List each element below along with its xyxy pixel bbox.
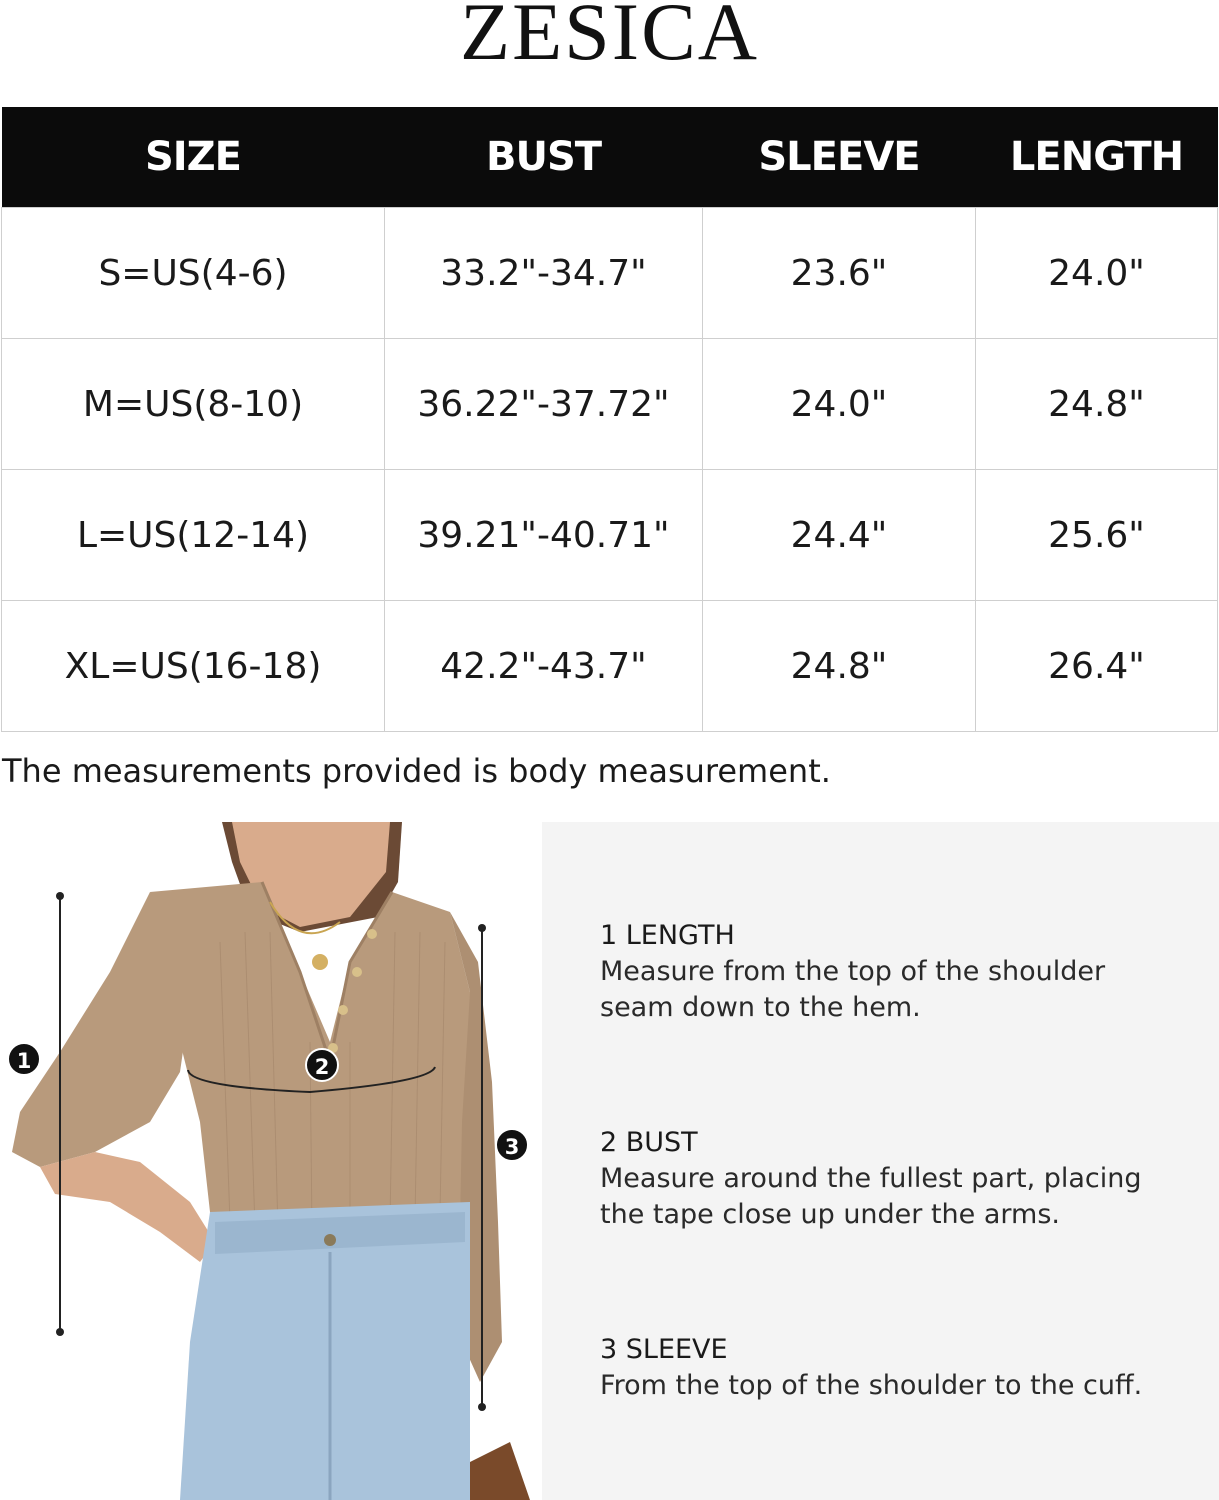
sleeve-cell: 23.6" bbox=[703, 208, 976, 339]
size-cell: S=US(4-6) bbox=[2, 208, 385, 339]
table-row bbox=[2, 470, 1218, 601]
measurement-guide bbox=[542, 822, 1219, 1500]
column-header-length: LENGTH bbox=[976, 107, 1218, 208]
size-cell: L=US(12-14) bbox=[2, 470, 385, 601]
size-chart-table bbox=[1, 107, 1218, 732]
length-cell: 26.4" bbox=[976, 601, 1218, 732]
table-row bbox=[2, 601, 1218, 732]
length-cell: 24.8" bbox=[976, 339, 1218, 470]
guide-description: From the top of the shoulder to the cuff. bbox=[600, 1370, 1143, 1401]
length-cell: 24.0" bbox=[976, 208, 1218, 339]
size-cell: M=US(8-10) bbox=[2, 339, 385, 470]
column-header-bust: BUST bbox=[385, 107, 703, 208]
model-illustration bbox=[0, 822, 542, 1500]
length-cell: 25.6" bbox=[976, 470, 1218, 601]
column-header-sleeve: SLEEVE bbox=[703, 107, 976, 208]
bust-cell: 42.2"-43.7" bbox=[385, 601, 703, 732]
guide-item-bust bbox=[600, 1125, 1200, 1233]
sleeve-cell: 24.4" bbox=[703, 470, 976, 601]
model-photo bbox=[0, 822, 542, 1500]
guide-title: 2 BUST bbox=[600, 1127, 698, 1158]
bust-cell: 36.22"-37.72" bbox=[385, 339, 703, 470]
sleeve-cell: 24.8" bbox=[703, 601, 976, 732]
measurement-note: The measurements provided is body measurement. bbox=[2, 752, 831, 790]
left-hand bbox=[40, 1152, 215, 1262]
column-header-size: SIZE bbox=[2, 107, 385, 208]
guide-item-length bbox=[600, 918, 1200, 1026]
bust-cell: 33.2"-34.7" bbox=[385, 208, 703, 339]
guide-description: Measure from the top of the shoulder seam down to the hem. bbox=[600, 956, 1106, 1023]
guide-description: Measure around the fullest part, placing the tape close up under the arms. bbox=[600, 1163, 1142, 1230]
marker-length: 1 bbox=[7, 1042, 41, 1076]
brand-logo: ZESICA bbox=[460, 0, 759, 77]
marker-sleeve: 3 bbox=[495, 1128, 529, 1162]
table-row bbox=[2, 339, 1218, 470]
marker-bust: 2 bbox=[305, 1048, 339, 1082]
guide-title: 1 LENGTH bbox=[600, 920, 735, 951]
guide-title: 3 SLEEVE bbox=[600, 1334, 728, 1365]
size-cell: XL=US(16-18) bbox=[2, 601, 385, 732]
guide-item-sleeve bbox=[600, 1332, 1200, 1404]
table-row bbox=[2, 208, 1218, 339]
table-header-row bbox=[2, 107, 1218, 208]
sleeve-cell: 24.0" bbox=[703, 339, 976, 470]
bust-cell: 39.21"-40.71" bbox=[385, 470, 703, 601]
